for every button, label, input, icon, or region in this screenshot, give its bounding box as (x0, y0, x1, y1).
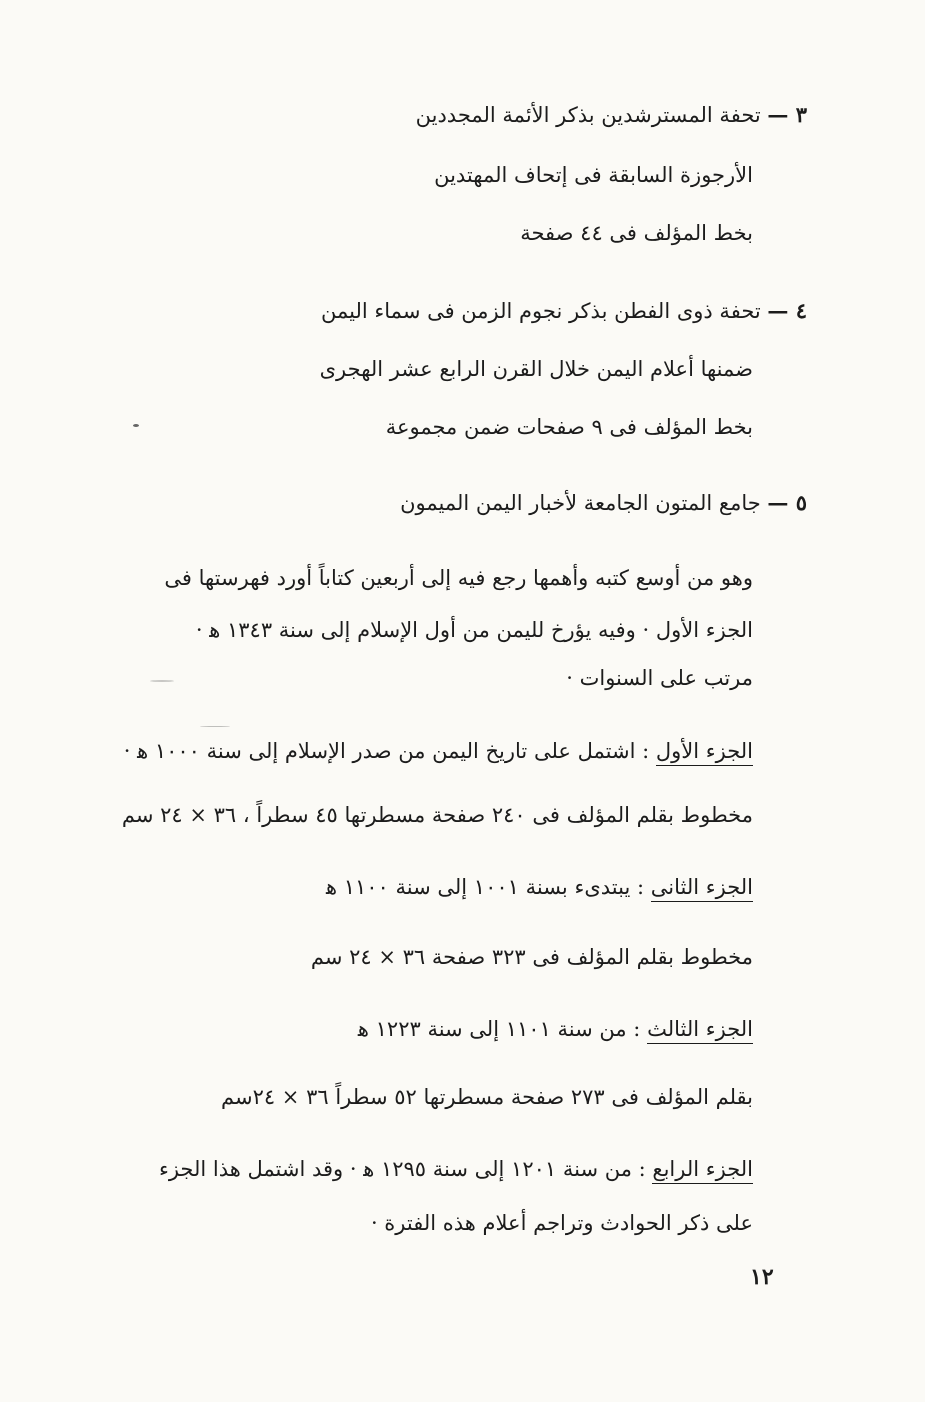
entry-5-heading (400, 488, 807, 518)
description-line-2: الجزء الأول · وفيه يؤرخ لليمن من أول الإسلام إلى سنة ١٣٤٣ ﻫ · (195, 618, 753, 642)
part-2-detail: مخطوط بقلم المؤلف فى ٣٢٣ صفحة ٣٦ × ٢٤ سم (310, 945, 753, 969)
page-number: ١٢ (750, 1264, 774, 1290)
entry-4-title: تحفة ذوى الفطن بذكر نجوم الزمن فى سماء اليمن (321, 299, 761, 323)
scan-speck (133, 424, 139, 427)
part-3-text: : من سنة ١١٠١ إلى سنة ١٢٢٣ ﻫ (357, 1017, 641, 1041)
description-line-1: وهو من أوسع كتبه وأهمها رجع فيه إلى أربعين كتاباً أورد فهرستها فى (164, 566, 753, 590)
part-2 (326, 872, 753, 902)
entry-5-title: جامع المتون الجامعة لأخبار اليمن الميمون (400, 491, 761, 515)
part-2-label: الجزء الثانى (651, 875, 753, 902)
part-4-label: الجزء الرابع (652, 1157, 753, 1184)
part-3 (358, 1014, 753, 1044)
scan-speck (200, 726, 230, 727)
part-3-label: الجزء الثالث (647, 1017, 753, 1044)
scan-speck (150, 680, 174, 682)
entry-5-number: ٥ — (767, 490, 807, 515)
entry-3-line-2: بخط المؤلف فى ٤٤ صفحة (520, 221, 753, 245)
part-1-text: : اشتمل على تاريخ اليمن من صدر الإسلام إلى سنة ١٠٠٠ ﻫ · (123, 739, 650, 763)
entry-4-heading (321, 296, 807, 326)
entry-4-line-1: ضمنها أعلام اليمن خلال القرن الرابع عشر الهجرى (319, 357, 753, 381)
part-1-detail: مخطوط بقلم المؤلف فى ٢٤٠ صفحة مسطرتها ٤٥ سطراً ، ٣٦ × ٢٤ سم (121, 803, 753, 827)
part-4 (159, 1154, 753, 1184)
part-1-label: الجزء الأول (656, 739, 753, 766)
part-4-text: : من سنة ١٢٠١ إلى سنة ١٢٩٥ ﻫ · وقد اشتمل هذا الجزء (158, 1157, 646, 1181)
part-1 (124, 736, 753, 766)
part-4-detail: على ذكر الحوادث وتراجم أعلام هذه الفترة · (370, 1211, 753, 1235)
entry-3-number: ٣ — (767, 102, 807, 127)
description-line-3: مرتب على السنوات · (566, 666, 753, 690)
entry-4-line-2: بخط المؤلف فى ٩ صفحات ضمن مجموعة (385, 415, 753, 439)
entry-4-number: ٤ — (767, 298, 807, 323)
entry-3-title: تحفة المسترشدين بذكر الأئمة المجددين (415, 103, 761, 127)
entry-3-line-1: الأرجوزة السابقة فى إتحاف المهتدين (434, 163, 753, 187)
entry-3-heading (416, 100, 807, 130)
part-2-text: : يبتدىء بسنة ١٠٠١ إلى سنة ١١٠٠ ﻫ (325, 875, 645, 899)
part-3-detail: بقلم المؤلف فى ٢٧٣ صفحة مسطرتها ٥٢ سطراً ٣٦ × ٢٤سم (220, 1085, 753, 1109)
